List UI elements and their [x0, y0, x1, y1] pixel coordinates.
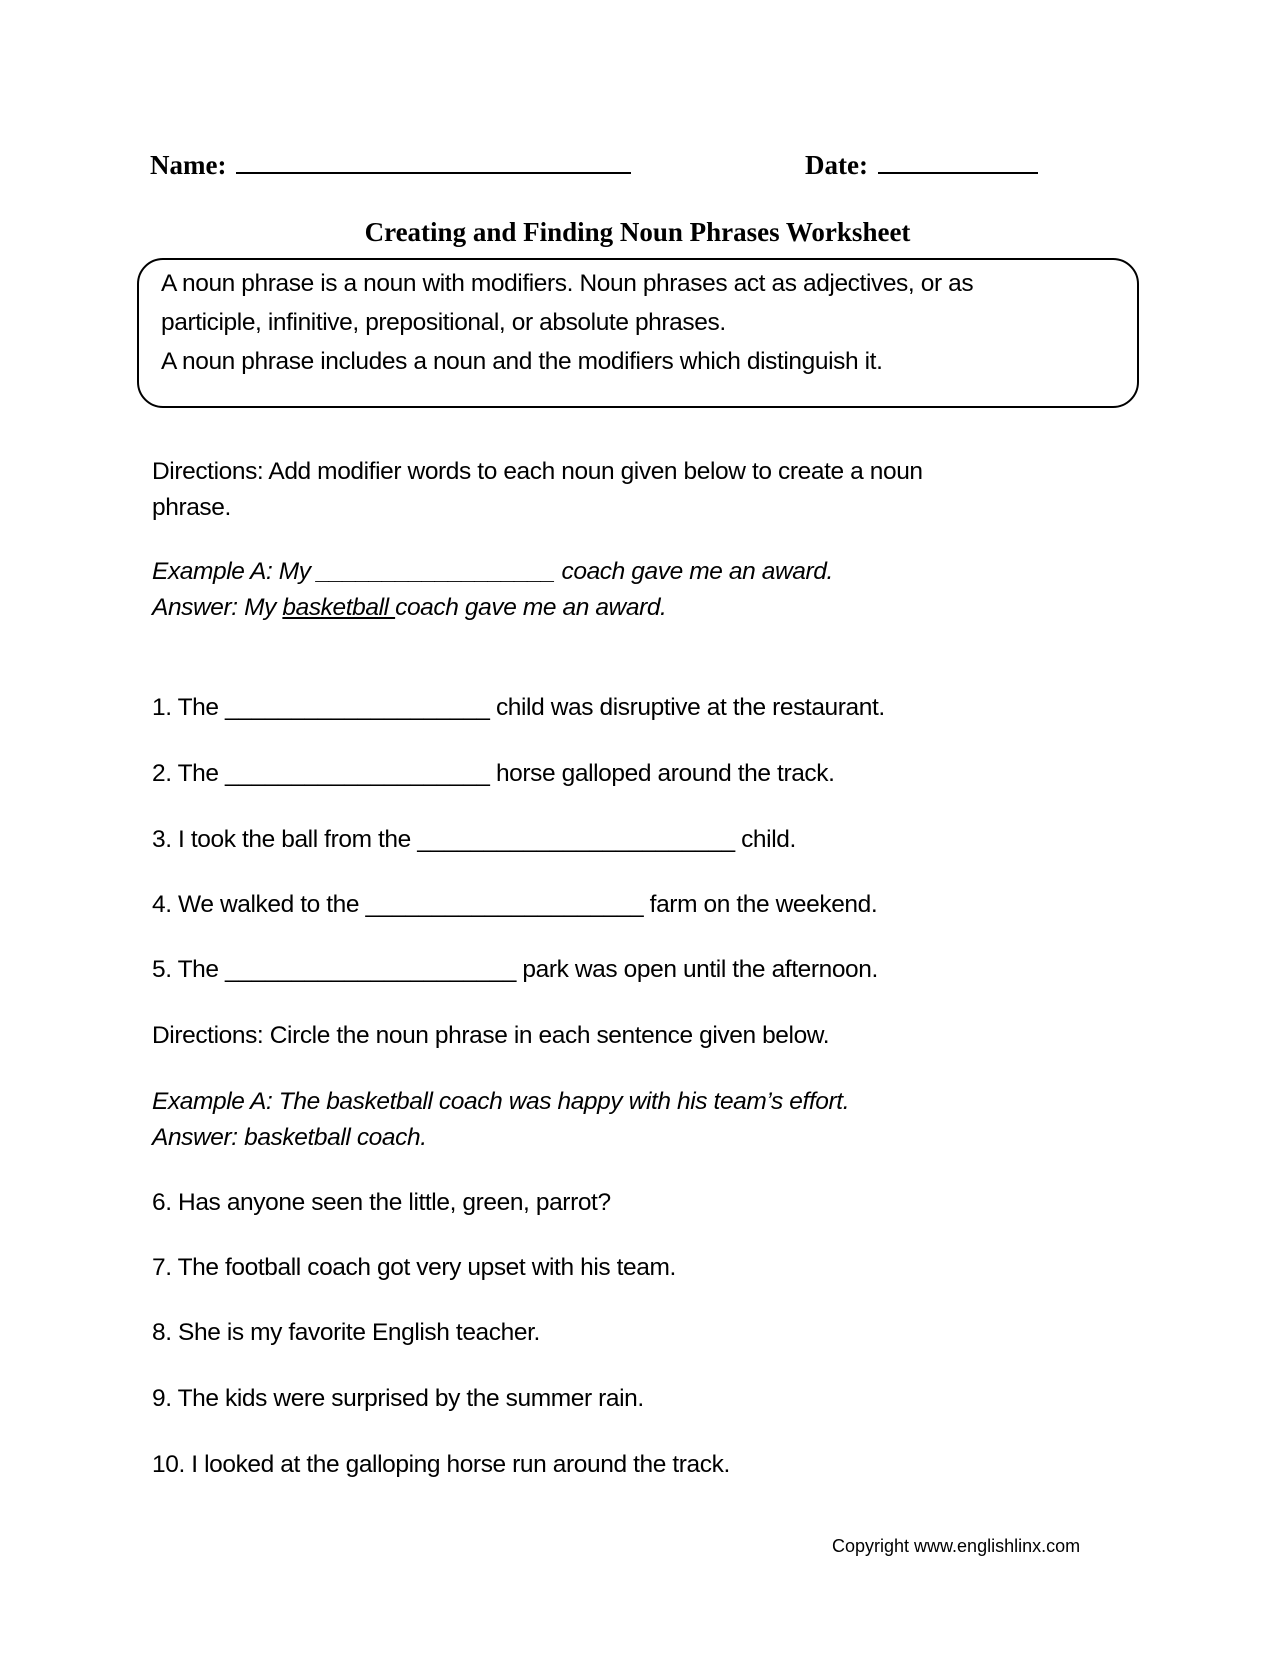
question-item[interactable]: 3. I took the ball from the ________________________ child.	[152, 826, 796, 853]
example-a-part1: Example A: My __________________ coach gave me an award.	[152, 558, 833, 585]
directions-part1-line1: Directions: Add modifier words to each noun given below to create a noun	[152, 458, 923, 485]
definition-line: participle, infinitive, prepositional, or absolute phrases.	[161, 309, 726, 336]
question-item[interactable]: 7. The football coach got very upset with his team.	[152, 1254, 676, 1281]
question-item[interactable]: 2. The ____________________ horse galloped around the track.	[152, 760, 835, 787]
definition-box	[137, 258, 1139, 408]
question-item[interactable]: 4. We walked to the _____________________ farm on the weekend.	[152, 891, 878, 918]
example-a-part2: Example A: The basketball coach was happy with his team’s effort.	[152, 1088, 850, 1115]
name-label: Name:	[150, 150, 227, 180]
question-item[interactable]: 6. Has anyone seen the little, green, parrot?	[152, 1189, 611, 1216]
question-item[interactable]: 10. I looked at the galloping horse run around the track.	[152, 1451, 730, 1478]
name-field	[150, 150, 631, 181]
answer-underlined-word: basketball	[282, 594, 396, 621]
copyright-text: Copyright www.englishlinx.com	[832, 1536, 1081, 1556]
question-item[interactable]: 5. The ______________________ park was open until the afternoon.	[152, 956, 878, 983]
question-item[interactable]: 1. The ____________________ child was disruptive at the restaurant.	[152, 694, 885, 721]
directions-part1-line2: phrase.	[152, 494, 231, 521]
date-blank[interactable]	[878, 150, 1038, 174]
date-label: Date:	[805, 150, 868, 180]
name-blank[interactable]	[236, 150, 631, 174]
answer-prefix: Answer: My	[152, 594, 283, 621]
question-item[interactable]: 8. She is my favorite English teacher.	[152, 1319, 540, 1346]
definition-line: A noun phrase includes a noun and the modifiers which distinguish it.	[161, 348, 883, 375]
answer-part2: Answer: basketball coach.	[152, 1124, 427, 1151]
worksheet-title: Creating and Finding Noun Phrases Worksheet	[364, 217, 911, 247]
date-field	[805, 150, 1038, 181]
question-item[interactable]: 9. The kids were surprised by the summer rain.	[152, 1385, 644, 1412]
answer-part1	[152, 594, 666, 622]
directions-part2: Directions: Circle the noun phrase in each sentence given below.	[152, 1022, 830, 1049]
answer-suffix: coach gave me an award.	[395, 594, 667, 621]
definition-line: A noun phrase is a noun with modifiers. Noun phrases act as adjectives, or as	[161, 270, 974, 297]
